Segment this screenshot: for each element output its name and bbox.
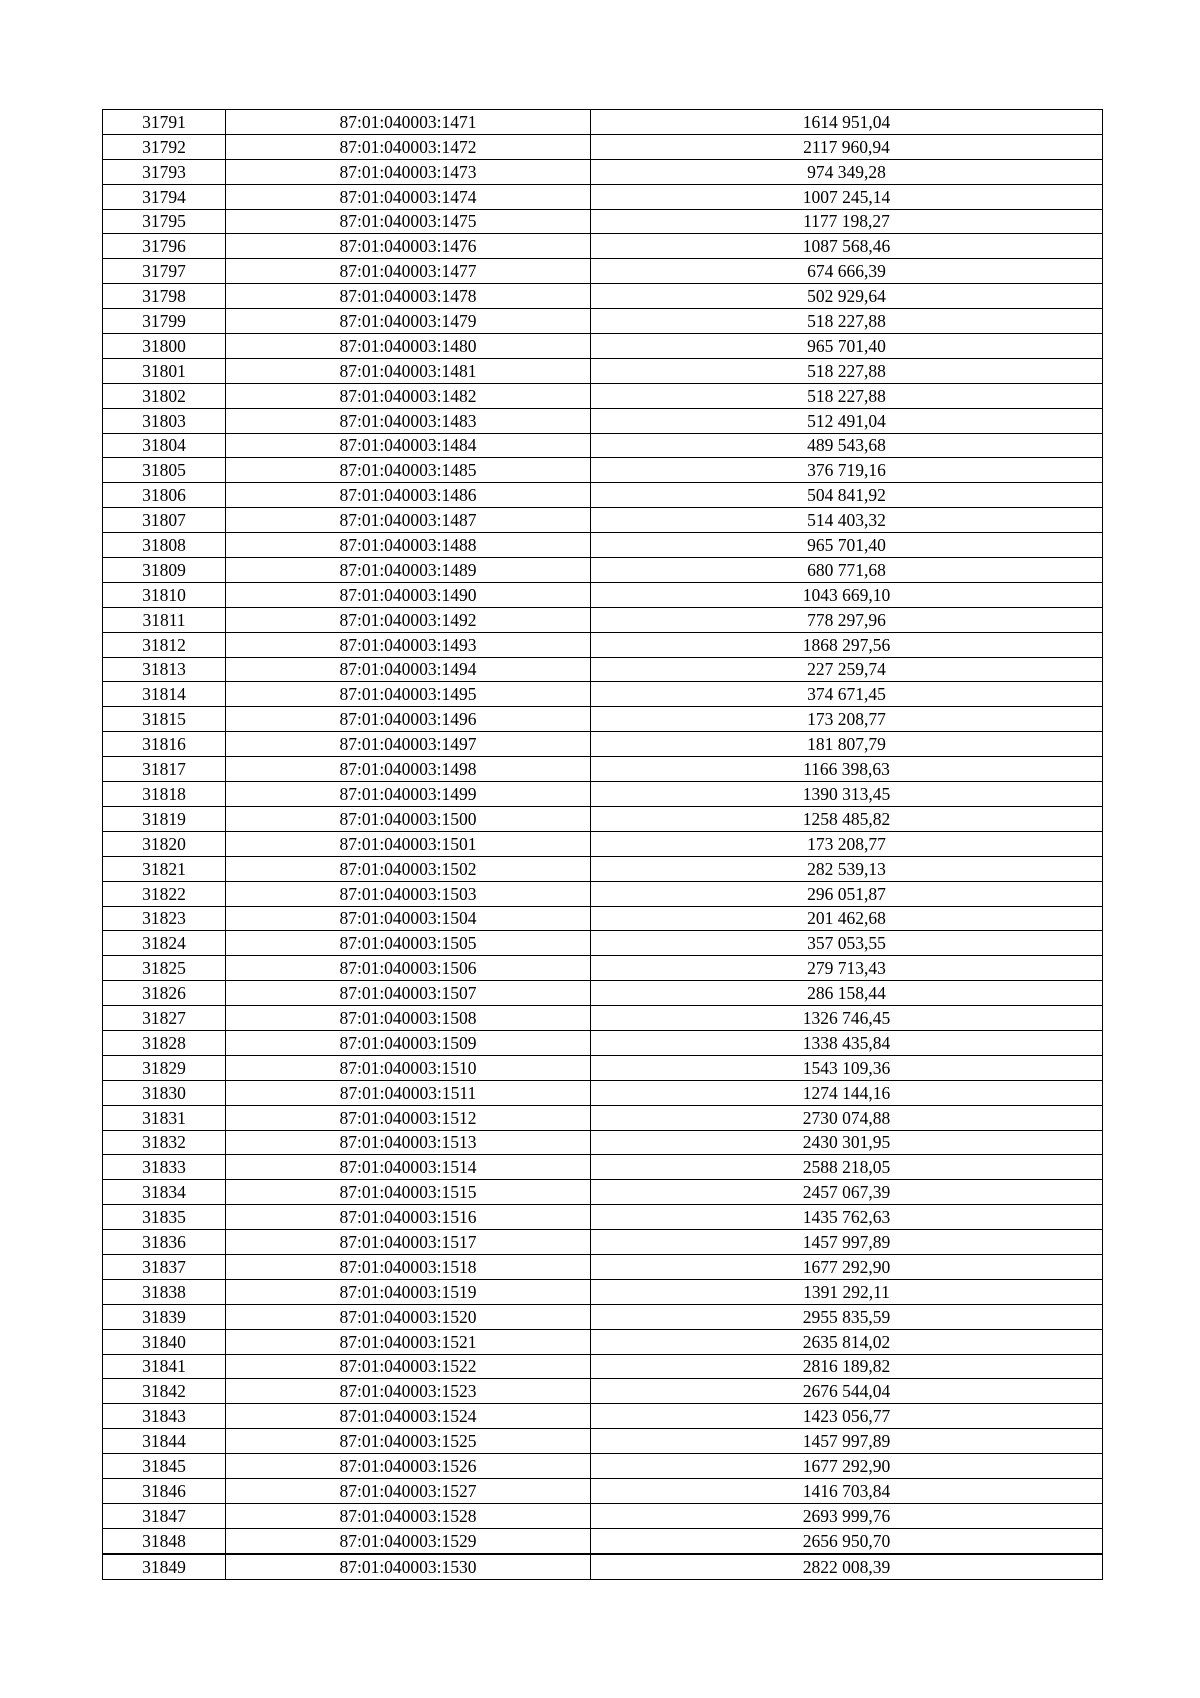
cadastral-number-cell: 87:01:040003:1519 [226, 1279, 591, 1304]
cadastral-value-cell: 1166 398,63 [591, 757, 1103, 782]
table-row [103, 1478, 1103, 1503]
row-number-cell: 31804 [103, 433, 226, 458]
cadastral-value-cell: 181 807,79 [591, 732, 1103, 757]
table-row [103, 1304, 1103, 1329]
row-number-cell: 31816 [103, 732, 226, 757]
table-row [103, 134, 1103, 159]
table-row [103, 1254, 1103, 1279]
cadastral-number-cell: 87:01:040003:1512 [226, 1105, 591, 1130]
table-row [103, 1554, 1103, 1579]
table-row [103, 184, 1103, 209]
table-row [103, 757, 1103, 782]
cadastral-value-cell: 1677 292,90 [591, 1454, 1103, 1479]
row-number-cell: 31831 [103, 1105, 226, 1130]
table-row [103, 383, 1103, 408]
table-row [103, 1080, 1103, 1105]
table-row [103, 458, 1103, 483]
row-number-cell: 31791 [103, 110, 226, 135]
table-row [103, 433, 1103, 458]
cadastral-value-cell: 2588 218,05 [591, 1155, 1103, 1180]
cadastral-number-cell: 87:01:040003:1525 [226, 1429, 591, 1454]
cadastral-value-cell: 1677 292,90 [591, 1254, 1103, 1279]
cadastral-value-cell: 1326 746,45 [591, 1006, 1103, 1031]
row-number-cell: 31811 [103, 607, 226, 632]
cadastral-value-cell: 2117 960,94 [591, 134, 1103, 159]
cadastral-number-cell: 87:01:040003:1479 [226, 309, 591, 334]
cadastral-number-cell: 87:01:040003:1481 [226, 358, 591, 383]
table-body [103, 110, 1103, 1580]
cadastral-value-cell: 518 227,88 [591, 358, 1103, 383]
table-row [103, 110, 1103, 135]
row-number-cell: 31819 [103, 806, 226, 831]
row-number-cell: 31824 [103, 931, 226, 956]
cadastral-number-cell: 87:01:040003:1503 [226, 881, 591, 906]
row-number-cell: 31834 [103, 1180, 226, 1205]
cadastral-number-cell: 87:01:040003:1472 [226, 134, 591, 159]
row-number-cell: 31796 [103, 234, 226, 259]
cadastral-number-cell: 87:01:040003:1518 [226, 1254, 591, 1279]
cadastral-number-cell: 87:01:040003:1506 [226, 956, 591, 981]
row-number-cell: 31823 [103, 906, 226, 931]
row-number-cell: 31813 [103, 657, 226, 682]
table-row [103, 956, 1103, 981]
cadastral-value-cell: 2457 067,39 [591, 1180, 1103, 1205]
table-row [103, 309, 1103, 334]
cadastral-number-cell: 87:01:040003:1476 [226, 234, 591, 259]
row-number-cell: 31801 [103, 358, 226, 383]
table-row [103, 1105, 1103, 1130]
row-number-cell: 31815 [103, 707, 226, 732]
table-row [103, 906, 1103, 931]
cadastral-value-cell: 173 208,77 [591, 831, 1103, 856]
row-number-cell: 31812 [103, 632, 226, 657]
row-number-cell: 31847 [103, 1503, 226, 1528]
cadastral-number-cell: 87:01:040003:1521 [226, 1329, 591, 1354]
cadastral-value-cell: 286 158,44 [591, 981, 1103, 1006]
cadastral-number-cell: 87:01:040003:1493 [226, 632, 591, 657]
row-number-cell: 31844 [103, 1429, 226, 1454]
table-row [103, 856, 1103, 881]
cadastral-value-cell: 1087 568,46 [591, 234, 1103, 259]
table-row [103, 508, 1103, 533]
row-number-cell: 31797 [103, 259, 226, 284]
row-number-cell: 31830 [103, 1080, 226, 1105]
table-row [103, 259, 1103, 284]
row-number-cell: 31820 [103, 831, 226, 856]
table-row [103, 1503, 1103, 1528]
table-row [103, 707, 1103, 732]
cadastral-value-cell: 376 719,16 [591, 458, 1103, 483]
cadastral-value-cell: 680 771,68 [591, 558, 1103, 583]
row-number-cell: 31849 [103, 1554, 226, 1579]
table-row [103, 533, 1103, 558]
cadastral-value-cell: 1423 056,77 [591, 1404, 1103, 1429]
table-row [103, 1454, 1103, 1479]
row-number-cell: 31829 [103, 1055, 226, 1080]
table-row [103, 334, 1103, 359]
cadastral-value-cell: 1338 435,84 [591, 1030, 1103, 1055]
cadastral-number-cell: 87:01:040003:1515 [226, 1180, 591, 1205]
table-row [103, 159, 1103, 184]
row-number-cell: 31837 [103, 1254, 226, 1279]
table-row [103, 1055, 1103, 1080]
cadastral-number-cell: 87:01:040003:1530 [226, 1554, 591, 1579]
cadastral-number-cell: 87:01:040003:1496 [226, 707, 591, 732]
cadastral-number-cell: 87:01:040003:1500 [226, 806, 591, 831]
row-number-cell: 31838 [103, 1279, 226, 1304]
table-row [103, 607, 1103, 632]
cadastral-value-cell: 502 929,64 [591, 284, 1103, 309]
row-number-cell: 31848 [103, 1528, 226, 1553]
row-number-cell: 31810 [103, 582, 226, 607]
cadastral-value-cell: 1868 297,56 [591, 632, 1103, 657]
table-row [103, 1528, 1103, 1553]
row-number-cell: 31806 [103, 483, 226, 508]
cadastral-number-cell: 87:01:040003:1483 [226, 408, 591, 433]
cadastral-value-cell: 2693 999,76 [591, 1503, 1103, 1528]
cadastral-number-cell: 87:01:040003:1484 [226, 433, 591, 458]
table-row [103, 1429, 1103, 1454]
row-number-cell: 31792 [103, 134, 226, 159]
row-number-cell: 31800 [103, 334, 226, 359]
cadastral-number-cell: 87:01:040003:1480 [226, 334, 591, 359]
table-row [103, 209, 1103, 234]
cadastral-number-cell: 87:01:040003:1474 [226, 184, 591, 209]
cadastral-number-cell: 87:01:040003:1488 [226, 533, 591, 558]
row-number-cell: 31805 [103, 458, 226, 483]
table-row [103, 632, 1103, 657]
cadastral-value-cell: 504 841,92 [591, 483, 1103, 508]
cadastral-value-cell: 1258 485,82 [591, 806, 1103, 831]
cadastral-value-cell: 674 666,39 [591, 259, 1103, 284]
cadastral-value-cell: 357 053,55 [591, 931, 1103, 956]
row-number-cell: 31818 [103, 782, 226, 807]
table-row [103, 981, 1103, 1006]
cadastral-number-cell: 87:01:040003:1487 [226, 508, 591, 533]
row-number-cell: 31817 [103, 757, 226, 782]
cadastral-number-cell: 87:01:040003:1520 [226, 1304, 591, 1329]
cadastral-value-cell: 2955 835,59 [591, 1304, 1103, 1329]
cadastral-number-cell: 87:01:040003:1492 [226, 607, 591, 632]
row-number-cell: 31821 [103, 856, 226, 881]
table-row [103, 1230, 1103, 1255]
table-row [103, 782, 1103, 807]
cadastral-value-cell: 1614 951,04 [591, 110, 1103, 135]
table-row [103, 831, 1103, 856]
cadastral-number-cell: 87:01:040003:1504 [226, 906, 591, 931]
row-number-cell: 31803 [103, 408, 226, 433]
row-number-cell: 31799 [103, 309, 226, 334]
cadastral-value-cell: 2730 074,88 [591, 1105, 1103, 1130]
cadastral-number-cell: 87:01:040003:1528 [226, 1503, 591, 1528]
table-row [103, 1354, 1103, 1379]
cadastral-value-cell: 1457 997,89 [591, 1230, 1103, 1255]
cadastral-number-cell: 87:01:040003:1471 [226, 110, 591, 135]
row-number-cell: 31835 [103, 1205, 226, 1230]
cadastral-value-cell: 965 701,40 [591, 334, 1103, 359]
row-number-cell: 31841 [103, 1354, 226, 1379]
row-number-cell: 31832 [103, 1130, 226, 1155]
cadastral-value-cell: 2635 814,02 [591, 1329, 1103, 1354]
table-row [103, 582, 1103, 607]
cadastral-number-cell: 87:01:040003:1497 [226, 732, 591, 757]
cadastral-value-cell: 1391 292,11 [591, 1279, 1103, 1304]
cadastral-value-cell: 279 713,43 [591, 956, 1103, 981]
cadastral-number-cell: 87:01:040003:1508 [226, 1006, 591, 1031]
row-number-cell: 31809 [103, 558, 226, 583]
cadastral-value-cell: 1274 144,16 [591, 1080, 1103, 1105]
table-row [103, 657, 1103, 682]
table-row [103, 1379, 1103, 1404]
cadastral-number-cell: 87:01:040003:1509 [226, 1030, 591, 1055]
cadastral-value-cell: 2822 008,39 [591, 1554, 1103, 1579]
table-row [103, 931, 1103, 956]
cadastral-number-cell: 87:01:040003:1489 [226, 558, 591, 583]
row-number-cell: 31833 [103, 1155, 226, 1180]
cadastral-value-cell: 1457 997,89 [591, 1429, 1103, 1454]
cadastral-value-cell: 1177 198,27 [591, 209, 1103, 234]
table-row [103, 732, 1103, 757]
cadastral-number-cell: 87:01:040003:1523 [226, 1379, 591, 1404]
cadastral-number-cell: 87:01:040003:1502 [226, 856, 591, 881]
table-row [103, 1030, 1103, 1055]
table-row [103, 682, 1103, 707]
table-row [103, 1329, 1103, 1354]
table-row [103, 408, 1103, 433]
row-number-cell: 31845 [103, 1454, 226, 1479]
cadastral-value-cell: 1416 703,84 [591, 1478, 1103, 1503]
cadastral-number-cell: 87:01:040003:1490 [226, 582, 591, 607]
cadastral-number-cell: 87:01:040003:1494 [226, 657, 591, 682]
cadastral-value-cell: 1007 245,14 [591, 184, 1103, 209]
row-number-cell: 31846 [103, 1478, 226, 1503]
row-number-cell: 31825 [103, 956, 226, 981]
cadastral-number-cell: 87:01:040003:1482 [226, 383, 591, 408]
table-row [103, 284, 1103, 309]
cadastral-value-cell: 514 403,32 [591, 508, 1103, 533]
cadastral-value-cell: 489 543,68 [591, 433, 1103, 458]
cadastral-value-cell: 282 539,13 [591, 856, 1103, 881]
cadastral-value-cell: 965 701,40 [591, 533, 1103, 558]
table-row [103, 1006, 1103, 1031]
cadastral-value-cell: 2676 544,04 [591, 1379, 1103, 1404]
cadastral-value-cell: 778 297,96 [591, 607, 1103, 632]
cadastral-number-cell: 87:01:040003:1516 [226, 1205, 591, 1230]
cadastral-value-cell: 227 259,74 [591, 657, 1103, 682]
table-row [103, 483, 1103, 508]
cadastral-number-cell: 87:01:040003:1510 [226, 1055, 591, 1080]
table-row [103, 1279, 1103, 1304]
cadastral-number-cell: 87:01:040003:1517 [226, 1230, 591, 1255]
row-number-cell: 31836 [103, 1230, 226, 1255]
cadastral-value-cell: 2430 301,95 [591, 1130, 1103, 1155]
row-number-cell: 31839 [103, 1304, 226, 1329]
table-row [103, 1205, 1103, 1230]
cadastral-number-cell: 87:01:040003:1499 [226, 782, 591, 807]
cadastral-number-cell: 87:01:040003:1501 [226, 831, 591, 856]
row-number-cell: 31808 [103, 533, 226, 558]
cadastral-value-cell: 2816 189,82 [591, 1354, 1103, 1379]
cadastral-number-cell: 87:01:040003:1526 [226, 1454, 591, 1479]
cadastral-number-cell: 87:01:040003:1485 [226, 458, 591, 483]
cadastral-number-cell: 87:01:040003:1478 [226, 284, 591, 309]
cadastral-number-cell: 87:01:040003:1513 [226, 1130, 591, 1155]
cadastral-value-cell: 518 227,88 [591, 309, 1103, 334]
table-row [103, 806, 1103, 831]
cadastral-number-cell: 87:01:040003:1522 [226, 1354, 591, 1379]
row-number-cell: 31843 [103, 1404, 226, 1429]
table-row [103, 1155, 1103, 1180]
cadastral-value-table [102, 109, 1103, 1580]
cadastral-number-cell: 87:01:040003:1475 [226, 209, 591, 234]
table-row [103, 1180, 1103, 1205]
cadastral-value-cell: 518 227,88 [591, 383, 1103, 408]
cadastral-value-cell: 374 671,45 [591, 682, 1103, 707]
cadastral-number-cell: 87:01:040003:1486 [226, 483, 591, 508]
cadastral-value-cell: 1390 313,45 [591, 782, 1103, 807]
cadastral-number-cell: 87:01:040003:1495 [226, 682, 591, 707]
cadastral-value-cell: 296 051,87 [591, 881, 1103, 906]
cadastral-value-cell: 1043 669,10 [591, 582, 1103, 607]
cadastral-value-cell: 512 491,04 [591, 408, 1103, 433]
cadastral-value-cell: 173 208,77 [591, 707, 1103, 732]
row-number-cell: 31842 [103, 1379, 226, 1404]
cadastral-number-cell: 87:01:040003:1527 [226, 1478, 591, 1503]
row-number-cell: 31828 [103, 1030, 226, 1055]
row-number-cell: 31795 [103, 209, 226, 234]
cadastral-number-cell: 87:01:040003:1473 [226, 159, 591, 184]
cadastral-number-cell: 87:01:040003:1511 [226, 1080, 591, 1105]
table-row [103, 358, 1103, 383]
cadastral-value-cell: 2656 950,70 [591, 1528, 1103, 1553]
row-number-cell: 31798 [103, 284, 226, 309]
row-number-cell: 31840 [103, 1329, 226, 1354]
row-number-cell: 31814 [103, 682, 226, 707]
cadastral-value-cell: 974 349,28 [591, 159, 1103, 184]
table-row [103, 881, 1103, 906]
row-number-cell: 31827 [103, 1006, 226, 1031]
row-number-cell: 31793 [103, 159, 226, 184]
cadastral-value-cell: 1543 109,36 [591, 1055, 1103, 1080]
cadastral-value-cell: 1435 762,63 [591, 1205, 1103, 1230]
cadastral-number-cell: 87:01:040003:1529 [226, 1528, 591, 1553]
cadastral-number-cell: 87:01:040003:1477 [226, 259, 591, 284]
row-number-cell: 31807 [103, 508, 226, 533]
cadastral-number-cell: 87:01:040003:1507 [226, 981, 591, 1006]
cadastral-number-cell: 87:01:040003:1524 [226, 1404, 591, 1429]
cadastral-number-cell: 87:01:040003:1498 [226, 757, 591, 782]
table-row [103, 1130, 1103, 1155]
table-row [103, 234, 1103, 259]
cadastral-number-cell: 87:01:040003:1505 [226, 931, 591, 956]
table-row [103, 558, 1103, 583]
row-number-cell: 31794 [103, 184, 226, 209]
row-number-cell: 31822 [103, 881, 226, 906]
cadastral-value-cell: 201 462,68 [591, 906, 1103, 931]
table-row [103, 1404, 1103, 1429]
row-number-cell: 31802 [103, 383, 226, 408]
row-number-cell: 31826 [103, 981, 226, 1006]
cadastral-number-cell: 87:01:040003:1514 [226, 1155, 591, 1180]
